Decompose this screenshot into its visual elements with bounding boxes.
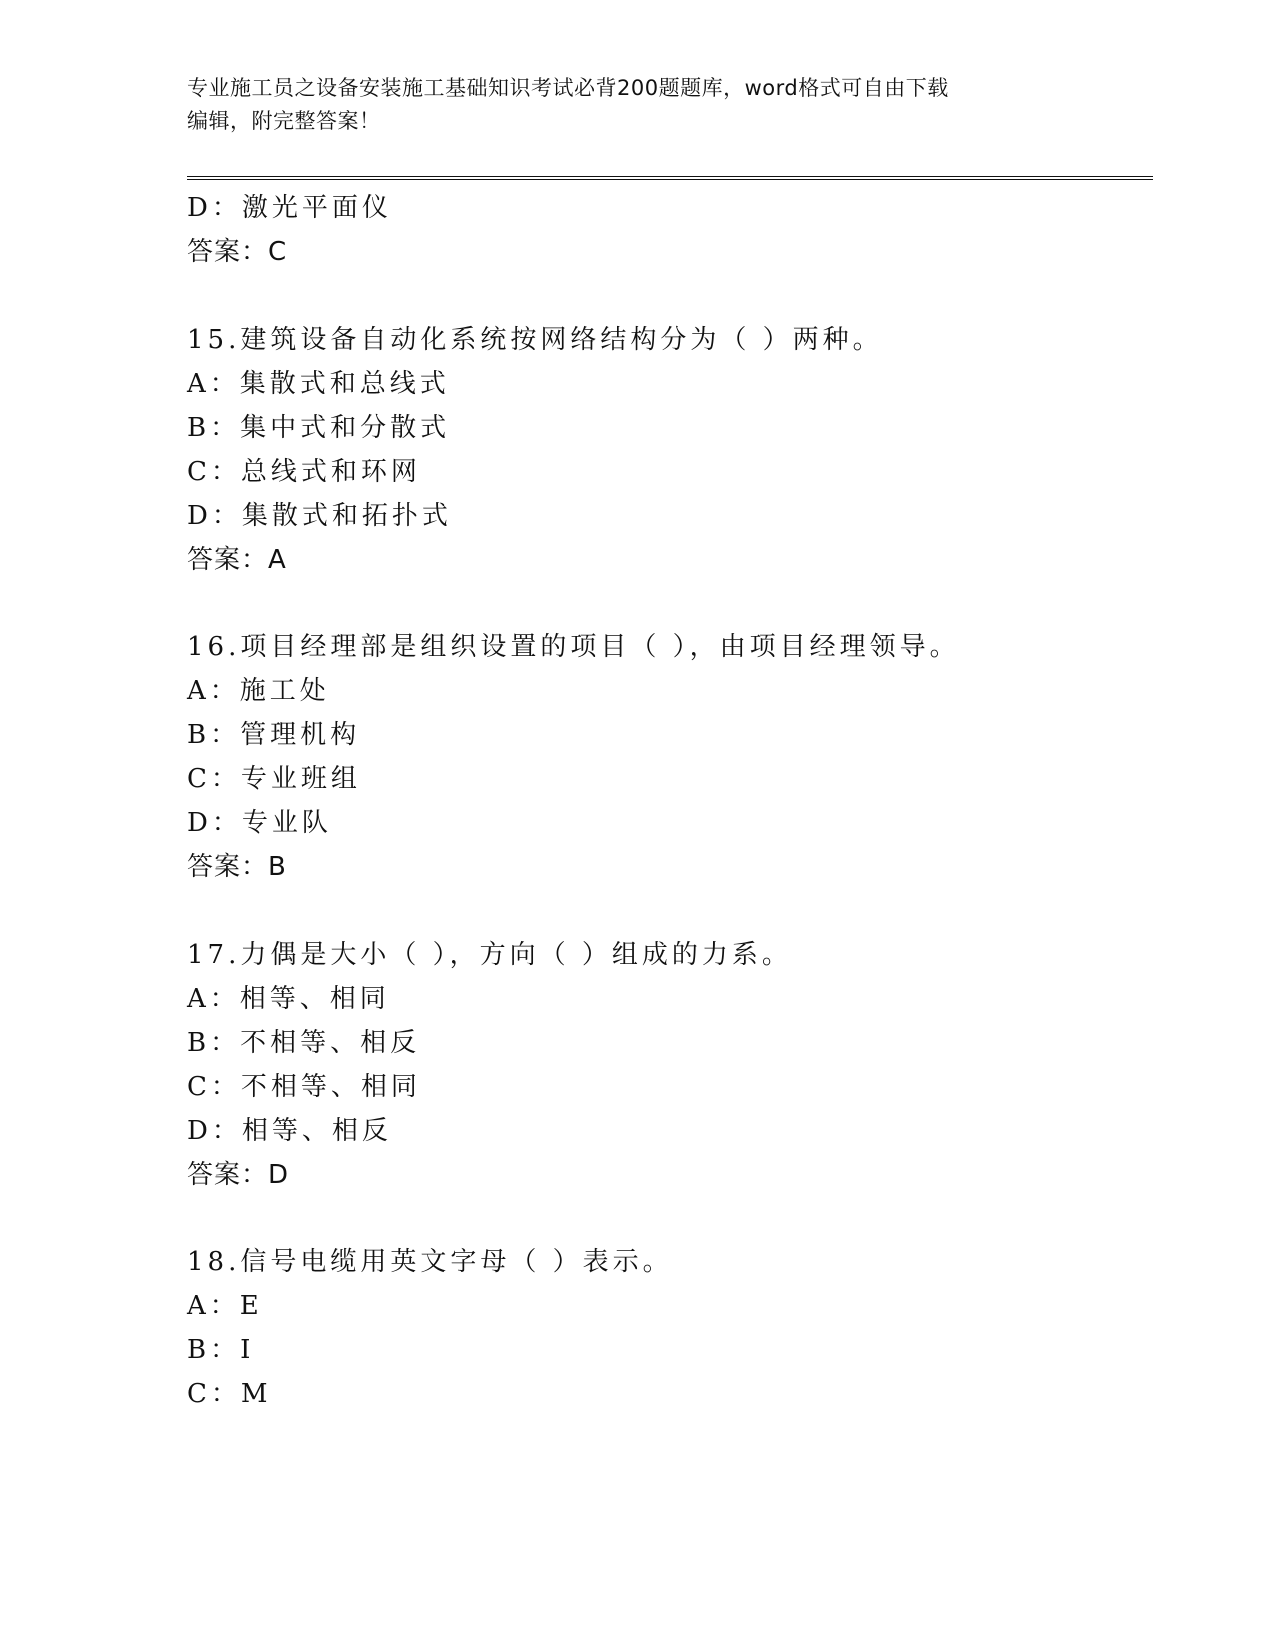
- q15-option-b: B：集中式和分散式: [187, 413, 451, 443]
- q18-option-b: B：I: [187, 1335, 255, 1365]
- q14-answer: 答案：C: [187, 237, 288, 267]
- q17-option-a: A：相等、相同: [187, 984, 390, 1014]
- q16-answer: 答案：B: [187, 852, 287, 882]
- header-title-line-2: 编辑，附完整答案！: [187, 109, 381, 133]
- q16-option-d: D：专业队: [187, 808, 332, 838]
- q15-option-d: D：集散式和拓扑式: [187, 501, 452, 531]
- q17-question: 17.力偶是大小（ ），方向（ ）组成的力系。: [187, 940, 792, 970]
- q16-option-c: C：专业班组: [187, 764, 361, 794]
- header-title-line-1: 专业施工员之设备安装施工基础知识考试必背200题题库，word格式可自由下载: [187, 76, 949, 100]
- q17-answer: 答案：D: [187, 1160, 290, 1190]
- q17-option-c: C：不相等、相同: [187, 1072, 421, 1102]
- q15-option-c: C：总线式和环网: [187, 457, 421, 487]
- q17-option-d: D：相等、相反: [187, 1116, 392, 1146]
- q16-option-a: A：施工处: [187, 676, 330, 706]
- q17-option-b: B：不相等、相反: [187, 1028, 421, 1058]
- q15-answer: 答案：A: [187, 545, 287, 575]
- q15-option-a: A：集散式和总线式: [187, 369, 450, 399]
- q16-option-b: B：管理机构: [187, 720, 361, 750]
- q18-question: 18.信号电缆用英文字母（ ）表示。: [187, 1247, 673, 1277]
- header-divider: [187, 176, 1153, 180]
- q14-option-d: D：激光平面仪: [187, 193, 392, 223]
- q15-question: 15.建筑设备自动化系统按网络结构分为（ ）两种。: [187, 325, 883, 355]
- q16-question: 16.项目经理部是组织设置的项目（ ），由项目经理领导。: [187, 632, 960, 662]
- q18-option-a: A：E: [187, 1291, 263, 1321]
- document-header: [187, 72, 1067, 138]
- q18-option-c: C：M: [187, 1379, 272, 1409]
